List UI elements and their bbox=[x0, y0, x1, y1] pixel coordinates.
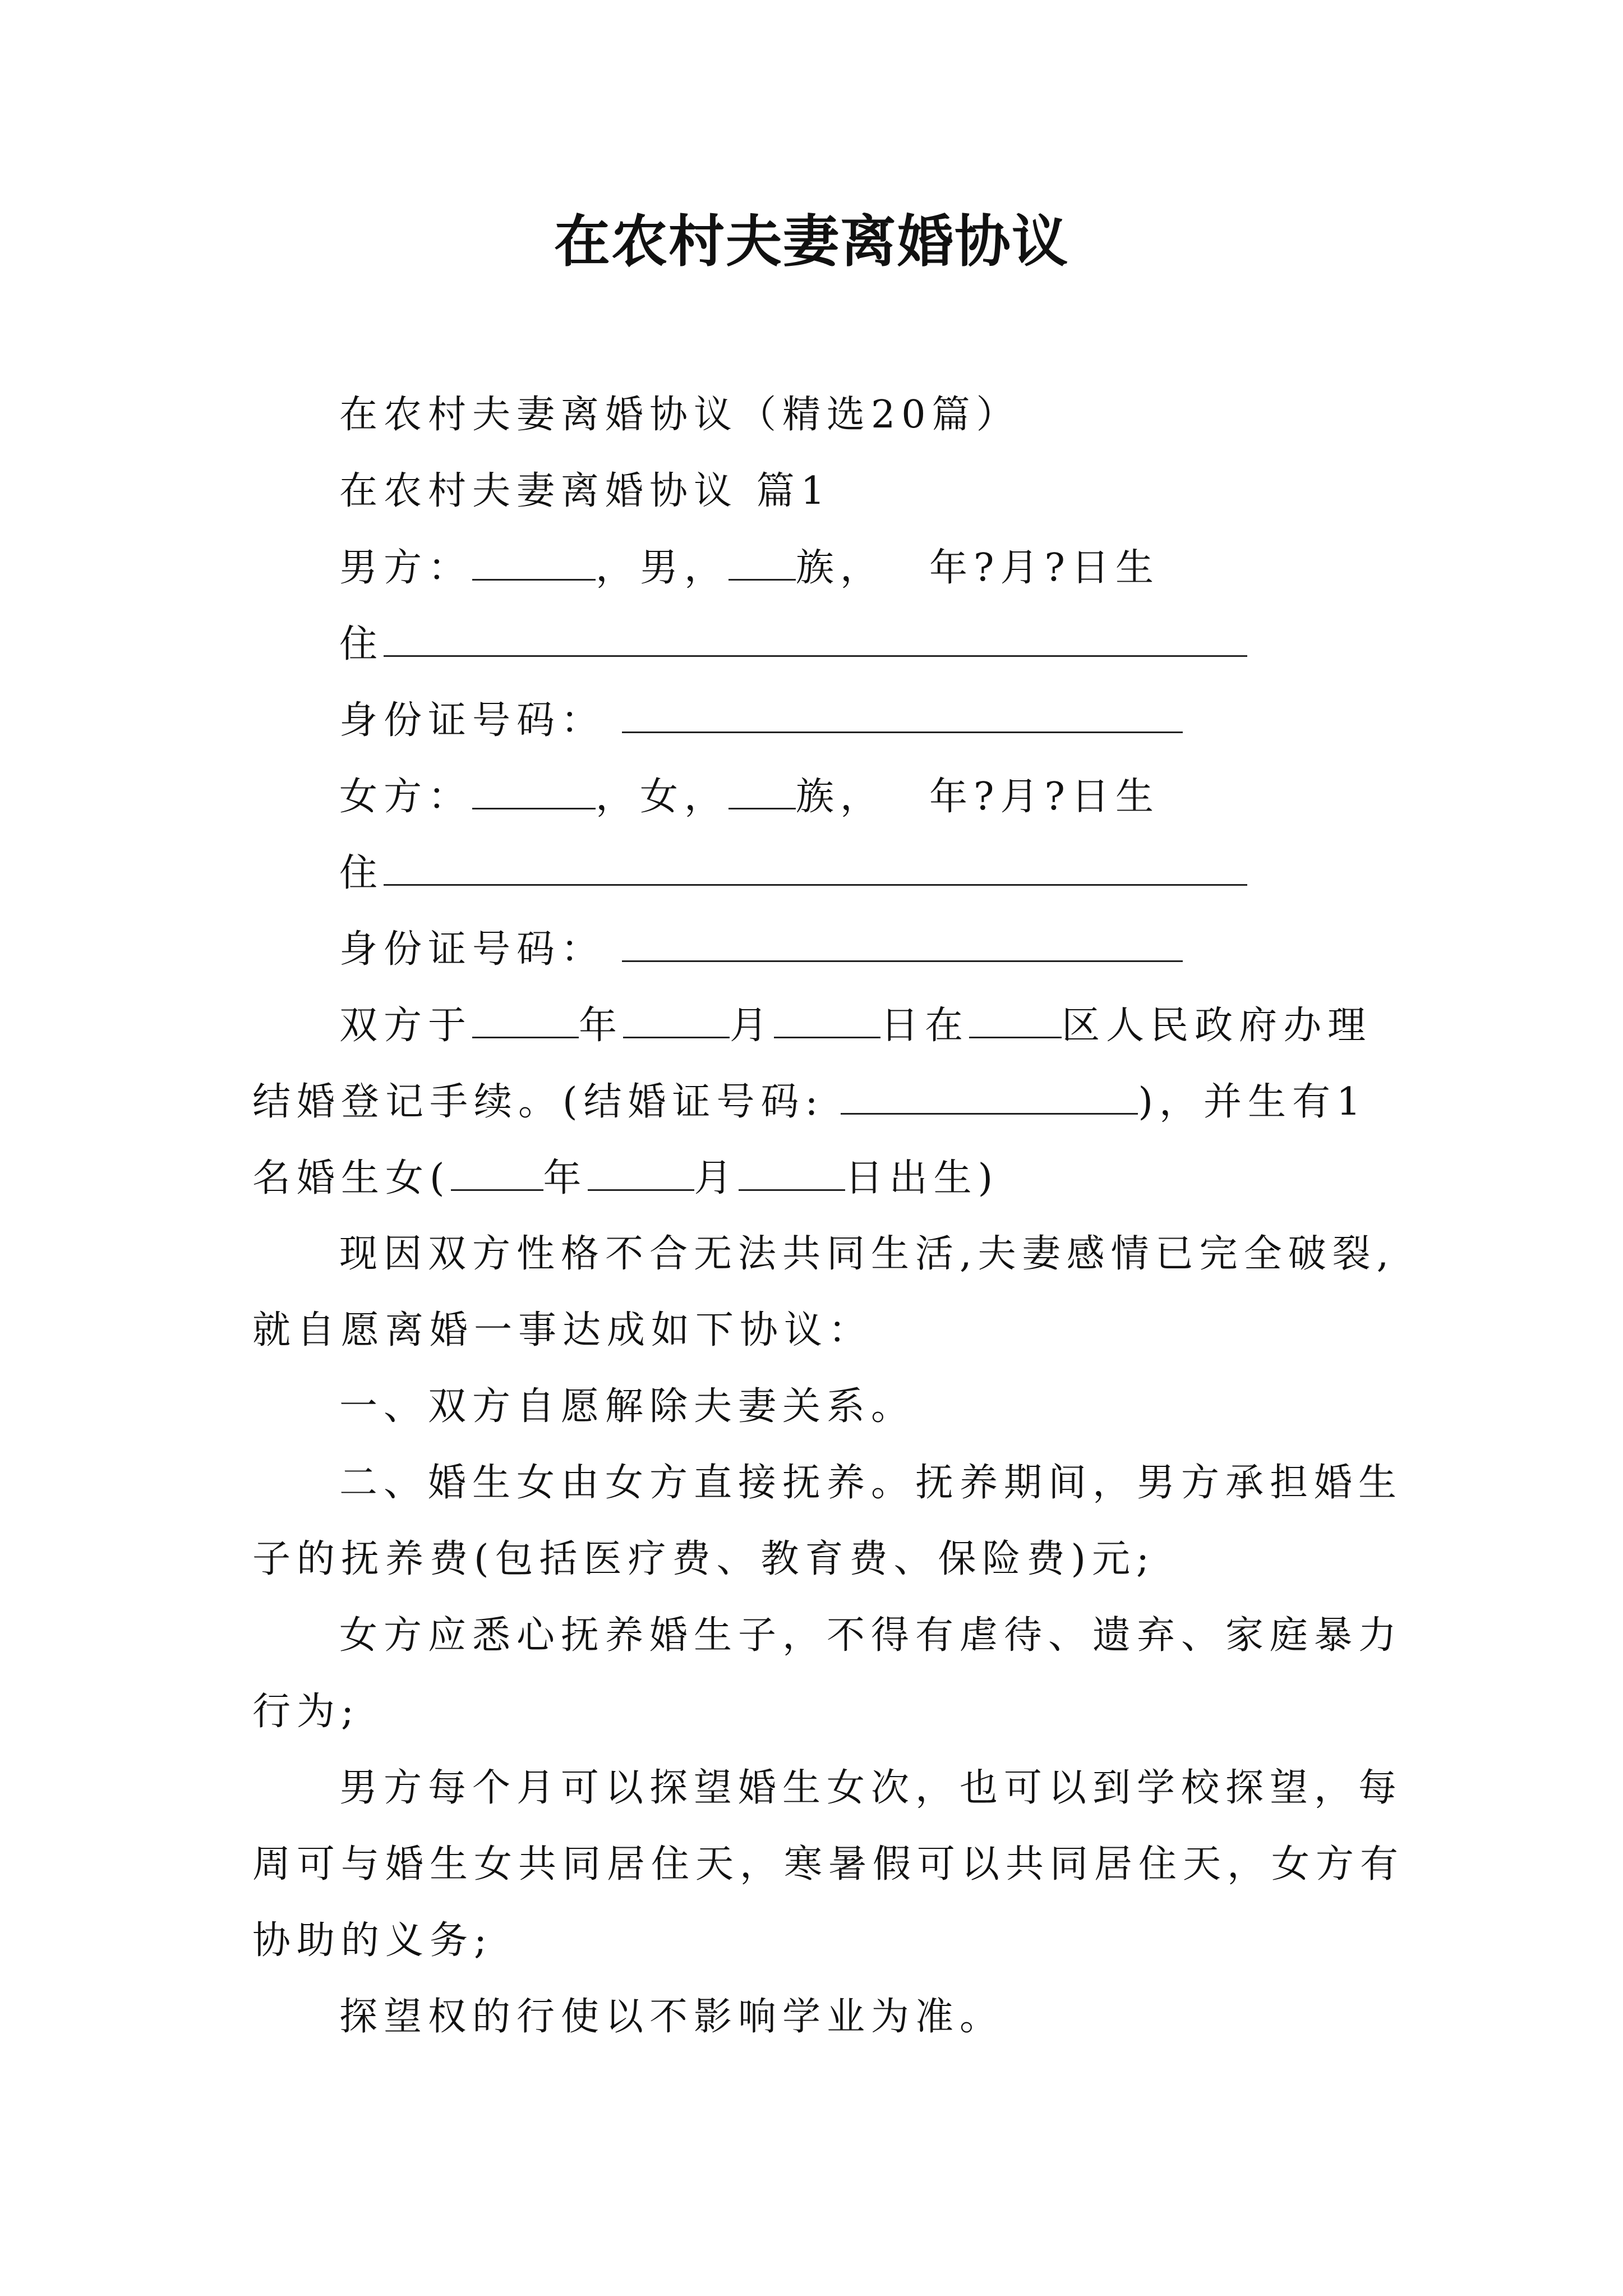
marriage-month-blank[interactable] bbox=[623, 997, 730, 1038]
wife-id-line bbox=[339, 921, 1183, 978]
wife-label: 女方： bbox=[339, 775, 473, 819]
child-year-blank[interactable] bbox=[451, 1150, 543, 1191]
marriage-prefix: 双方于 bbox=[339, 1004, 473, 1048]
section-heading: 在农村夫妻离婚协议 篇1 bbox=[339, 469, 831, 513]
marriage-district-blank[interactable] bbox=[969, 997, 1062, 1038]
marriage-cert-blank[interactable] bbox=[841, 1074, 1138, 1115]
child-birth-suffix: 日出生) bbox=[845, 1156, 999, 1200]
wife-birth: 年?月?日生 bbox=[929, 775, 1160, 819]
care-line-2: 行为; bbox=[252, 1690, 360, 1734]
marriage-year-blank[interactable] bbox=[472, 997, 579, 1038]
marriage-district-text: 区人民政府办理 bbox=[1062, 1004, 1372, 1048]
wife-ethnic-label: 族， bbox=[796, 775, 885, 819]
marriage-cert-prefix: 结婚登记手续。(结婚证号码: bbox=[252, 1080, 824, 1124]
visit-line-2: 周可与婚生女共同居住天，寒暑假可以共同居住天，女方有 bbox=[252, 1842, 1405, 1887]
husband-id-blank[interactable] bbox=[622, 692, 1183, 733]
husband-ethnic-blank[interactable] bbox=[728, 540, 796, 581]
marriage-day-blank[interactable] bbox=[774, 997, 880, 1038]
wife-id-label: 身份证号码： bbox=[339, 927, 606, 972]
child-month-label: 月 bbox=[694, 1156, 739, 1200]
child-year-label: 年 bbox=[543, 1156, 588, 1200]
child-birth-prefix: 名婚生女( bbox=[252, 1156, 451, 1200]
wife-address-blank[interactable] bbox=[384, 845, 1247, 886]
husband-info-line bbox=[339, 540, 1160, 596]
clause-2-line-2: 子的抚养费(包括医疗费、教育费、保险费)元; bbox=[252, 1537, 1155, 1581]
husband-birth: 年?月?日生 bbox=[929, 546, 1160, 590]
husband-id-label: 身份证号码： bbox=[339, 698, 606, 743]
marriage-line-3 bbox=[252, 1150, 999, 1207]
wife-id-blank[interactable] bbox=[622, 921, 1183, 962]
wife-gender: ，女， bbox=[596, 775, 729, 819]
visit-line-3: 协助的义务; bbox=[252, 1918, 493, 1963]
husband-label: 男方： bbox=[339, 546, 473, 590]
husband-ethnic-label: 族， bbox=[796, 546, 885, 590]
wife-name-blank[interactable] bbox=[472, 769, 596, 809]
child-month-blank[interactable] bbox=[588, 1150, 694, 1191]
wife-address-label: 住 bbox=[339, 851, 384, 895]
wife-info-line bbox=[339, 769, 1160, 825]
marriage-cert-suffix: )，并生有1 bbox=[1138, 1080, 1367, 1124]
marriage-year-label: 年 bbox=[579, 1004, 624, 1048]
reason-line-2: 就自愿离婚一事达成如下协议： bbox=[252, 1308, 873, 1352]
marriage-day-label: 日在 bbox=[880, 1004, 970, 1048]
document-title: 在农村夫妻离婚协议 bbox=[554, 208, 1069, 274]
care-line-1: 女方应悉心抚养婚生子，不得有虐待、遗弃、家庭暴力 bbox=[339, 1613, 1403, 1658]
visit-line-1: 男方每个月可以探望婚生女次，也可以到学校探望，每 bbox=[339, 1766, 1403, 1810]
reason-line-1: 现因双方性格不合无法共同生活,夫妻感情已完全破裂, bbox=[339, 1232, 1395, 1276]
wife-ethnic-blank[interactable] bbox=[728, 769, 796, 809]
husband-gender: ，男， bbox=[596, 546, 729, 590]
visit-line-4: 探望权的行使以不影响学业为准。 bbox=[339, 1995, 1004, 2039]
husband-address-label: 住 bbox=[339, 622, 384, 666]
subtitle: 在农村夫妻离婚协议（精选20篇） bbox=[339, 393, 1021, 437]
clause-1: 一、双方自愿解除夫妻关系。 bbox=[339, 1384, 916, 1429]
marriage-line-1 bbox=[339, 997, 1372, 1054]
marriage-line-2 bbox=[252, 1074, 1367, 1130]
husband-address-blank[interactable] bbox=[384, 616, 1247, 657]
husband-name-blank[interactable] bbox=[472, 540, 596, 581]
child-day-blank[interactable] bbox=[739, 1150, 845, 1191]
husband-address-line bbox=[339, 616, 1247, 673]
clause-2-line-1: 二、婚生女由女方直接抚养。抚养期间，男方承担婚生 bbox=[339, 1461, 1403, 1505]
wife-address-line bbox=[339, 845, 1247, 901]
marriage-month-label: 月 bbox=[730, 1004, 774, 1048]
husband-id-line bbox=[339, 692, 1183, 749]
